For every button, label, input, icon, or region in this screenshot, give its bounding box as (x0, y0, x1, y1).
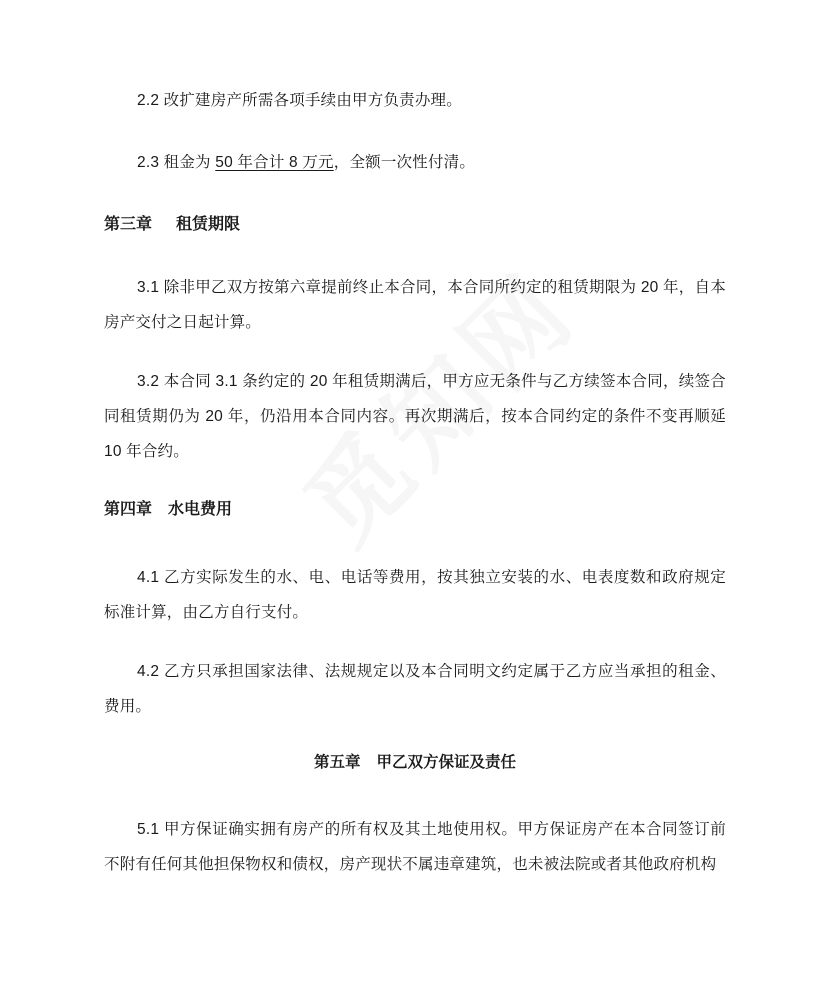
chapter-3-number: 第三章 (104, 216, 153, 233)
chapter-5-title: 甲乙双方保证及责任 (376, 754, 517, 771)
chapter-4-title: 水电费用 (168, 501, 233, 518)
clause-2-3-suffix: ，全额一次性付清。 (333, 154, 476, 171)
chapter-3-heading (104, 210, 240, 240)
clause-4-2: 4.2 乙方只承担国家法律、法规规定以及本合同明文约定属于乙方应当承担的租金、费用。 (104, 663, 726, 715)
clause-4-1: 4.1 乙方实际发生的水、电、电话等费用，按其独立安装的水、电表度数和政府规定标准计算，由乙方自行支付。 (104, 569, 726, 621)
chapter-5-number: 第五章 (313, 754, 361, 771)
clause-2-3 (104, 145, 726, 180)
clause-5-1: 5.1 甲方保证确实拥有房产的所有权及其土地使用权。甲方保证房产在本合同签订前不附有任何其他担保物权和债权，房产现状不属违章建筑，也未被法院或者其他政府机构 (104, 821, 726, 873)
chapter-4-heading (104, 495, 232, 525)
clause-2-2: 2.2 改扩建房产所需各项手续由甲方负责办理。 (137, 92, 462, 109)
clause-3-2: 3.2 本合同 3.1 条约定的 20 年租赁期满后，甲方应无条件与乙方续签本合同，续签合同租赁期仍为 20 年，仍沿用本合同内容。再次期满后，按本合同约定的条件不变再顺延 10 年合约。 (104, 373, 726, 460)
clause-2-3-prefix: 2.3 租金为 (137, 154, 216, 171)
chapter-5-heading (0, 748, 830, 778)
chapter-4-number: 第四章 (104, 501, 153, 518)
rent-amount: 50 年合计 8 万元 (215, 154, 334, 171)
chapter-3-title: 租赁期限 (176, 216, 241, 233)
clause-3-1: 3.1 除非甲乙双方按第六章提前终止本合同，本合同所约定的租赁期限为 20 年，自本房产交付之日起计算。 (104, 279, 726, 331)
